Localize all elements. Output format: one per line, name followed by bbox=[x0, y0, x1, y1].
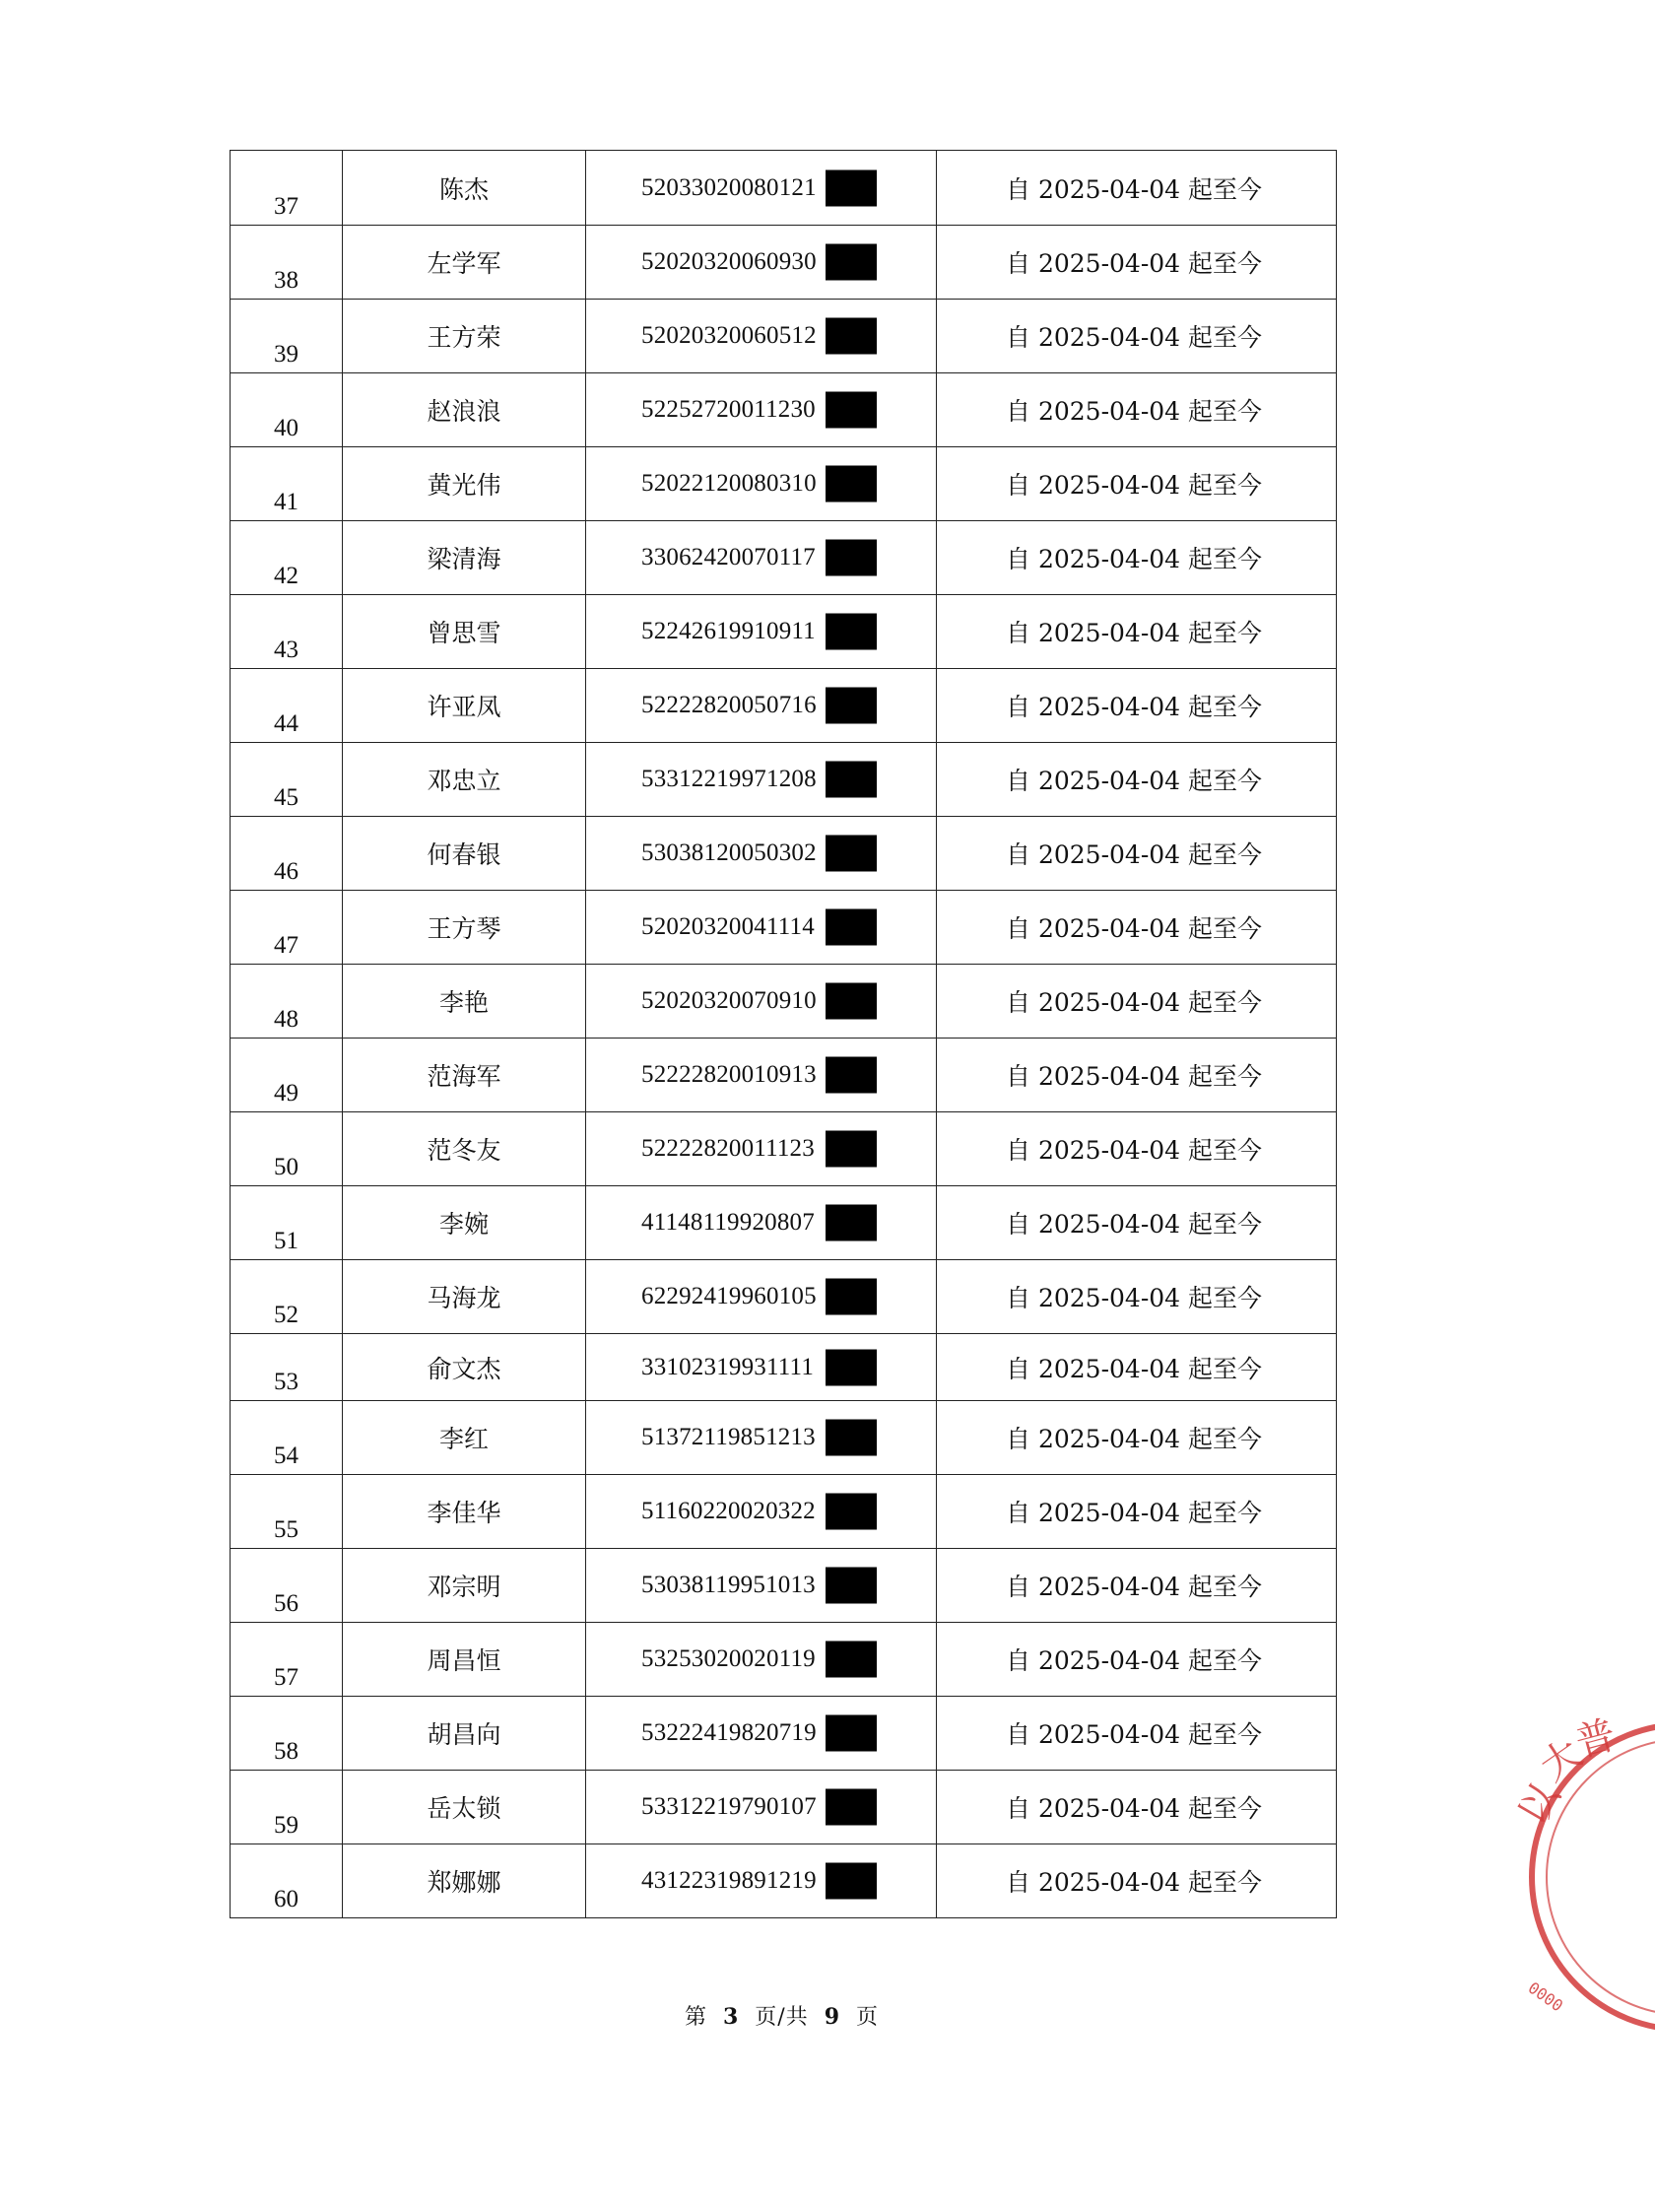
row-number: 56 bbox=[274, 1590, 298, 1617]
table-row bbox=[231, 1186, 1337, 1260]
row-number-cell bbox=[231, 521, 343, 595]
person-name: 李婉 bbox=[343, 1186, 586, 1260]
id-number-cell bbox=[586, 1844, 937, 1918]
id-number: 52222820050716 bbox=[641, 692, 817, 718]
row-number-cell bbox=[231, 817, 343, 891]
redaction-block bbox=[826, 909, 877, 946]
period-text: 自 2025-04-04 起至今 bbox=[1006, 914, 1263, 943]
table-row bbox=[231, 669, 1337, 743]
page-footer bbox=[0, 2000, 1563, 2031]
person-name: 王方荣 bbox=[343, 300, 586, 373]
row-number-cell bbox=[231, 447, 343, 521]
person-name: 赵浪浪 bbox=[343, 373, 586, 447]
person-name: 邓忠立 bbox=[343, 743, 586, 817]
row-number-cell bbox=[231, 1697, 343, 1771]
person-name: 曾思雪 bbox=[343, 595, 586, 669]
row-number-cell bbox=[231, 1623, 343, 1697]
row-number: 46 bbox=[274, 858, 298, 885]
period-text: 自 2025-04-04 起至今 bbox=[1006, 1499, 1263, 1527]
redaction-block bbox=[826, 1789, 877, 1826]
id-number: 53222419820719 bbox=[641, 1719, 817, 1746]
row-number-cell bbox=[231, 965, 343, 1039]
person-name: 许亚凤 bbox=[343, 669, 586, 743]
svg-text:以: 以 bbox=[1509, 1776, 1569, 1833]
period-cell bbox=[937, 373, 1337, 447]
period-text: 自 2025-04-04 起至今 bbox=[1006, 767, 1263, 795]
redaction-block bbox=[826, 1057, 877, 1094]
redaction-block bbox=[826, 688, 877, 724]
id-number: 52022120080310 bbox=[641, 470, 817, 497]
period-cell bbox=[937, 891, 1337, 965]
id-number: 53312219790107 bbox=[641, 1793, 817, 1820]
id-number-cell bbox=[586, 1260, 937, 1334]
table-row bbox=[231, 1112, 1337, 1186]
roster-table bbox=[230, 150, 1337, 1918]
period-cell bbox=[937, 965, 1337, 1039]
person-name: 俞文杰 bbox=[343, 1334, 586, 1401]
person-name: 岳太锁 bbox=[343, 1771, 586, 1844]
redaction-block bbox=[826, 762, 877, 798]
period-text: 自 2025-04-04 起至今 bbox=[1006, 1425, 1263, 1453]
footer-prefix: 第 bbox=[684, 2005, 707, 2030]
period-cell bbox=[937, 1844, 1337, 1918]
id-number-cell bbox=[586, 1549, 937, 1623]
redaction-block bbox=[826, 1863, 877, 1900]
row-number: 38 bbox=[274, 267, 298, 294]
row-number: 40 bbox=[274, 415, 298, 441]
id-number: 52222820010913 bbox=[641, 1061, 817, 1088]
row-number: 50 bbox=[274, 1154, 298, 1180]
id-number-cell bbox=[586, 1771, 937, 1844]
row-number-cell bbox=[231, 1549, 343, 1623]
period-text: 自 2025-04-04 起至今 bbox=[1006, 1868, 1263, 1897]
id-number: 52242619910911 bbox=[641, 618, 816, 644]
id-number: 51372119851213 bbox=[641, 1424, 816, 1450]
period-cell bbox=[937, 817, 1337, 891]
period-cell bbox=[937, 1186, 1337, 1260]
row-number: 53 bbox=[274, 1369, 298, 1395]
table-row bbox=[231, 1475, 1337, 1549]
table-row bbox=[231, 1334, 1337, 1401]
id-number-cell bbox=[586, 1475, 937, 1549]
period-cell bbox=[937, 1771, 1337, 1844]
table-row bbox=[231, 447, 1337, 521]
period-cell bbox=[937, 1623, 1337, 1697]
id-number: 41148119920807 bbox=[641, 1209, 815, 1236]
id-number-cell bbox=[586, 521, 937, 595]
period-cell bbox=[937, 1401, 1337, 1475]
period-text: 自 2025-04-04 起至今 bbox=[1006, 1794, 1263, 1823]
period-cell bbox=[937, 1697, 1337, 1771]
redaction-block bbox=[826, 1420, 877, 1456]
id-number: 52222820011123 bbox=[641, 1135, 815, 1162]
id-number-cell bbox=[586, 151, 937, 226]
row-number-cell bbox=[231, 1844, 343, 1918]
id-number-cell bbox=[586, 1112, 937, 1186]
row-number-cell bbox=[231, 373, 343, 447]
row-number: 47 bbox=[274, 932, 298, 959]
id-number: 53038119951013 bbox=[641, 1572, 816, 1598]
row-number: 41 bbox=[274, 489, 298, 515]
row-number: 58 bbox=[274, 1738, 298, 1765]
row-number: 59 bbox=[274, 1812, 298, 1839]
row-number: 42 bbox=[274, 563, 298, 589]
id-number: 52033020080121 bbox=[641, 173, 817, 201]
person-name: 邓宗明 bbox=[343, 1549, 586, 1623]
table-row bbox=[231, 1771, 1337, 1844]
period-text: 自 2025-04-04 起至今 bbox=[1006, 1720, 1263, 1749]
row-number: 45 bbox=[274, 784, 298, 811]
row-number-cell bbox=[231, 891, 343, 965]
person-name: 郑娜娜 bbox=[343, 1844, 586, 1918]
period-text: 自 2025-04-04 起至今 bbox=[1006, 1573, 1263, 1601]
id-number-cell bbox=[586, 743, 937, 817]
svg-text:普: 普 bbox=[1570, 1711, 1622, 1767]
table-row bbox=[231, 226, 1337, 300]
svg-text:大: 大 bbox=[1532, 1730, 1591, 1791]
person-name: 李艳 bbox=[343, 965, 586, 1039]
id-number: 43122319891219 bbox=[641, 1867, 817, 1894]
period-cell bbox=[937, 595, 1337, 669]
table-row bbox=[231, 373, 1337, 447]
period-cell bbox=[937, 1549, 1337, 1623]
row-number-cell bbox=[231, 300, 343, 373]
person-name: 李佳华 bbox=[343, 1475, 586, 1549]
table-row bbox=[231, 891, 1337, 965]
period-text: 自 2025-04-04 起至今 bbox=[1006, 1136, 1263, 1165]
redaction-block bbox=[826, 1131, 877, 1168]
period-text: 自 2025-04-04 起至今 bbox=[1006, 1284, 1263, 1312]
redaction-block bbox=[826, 1349, 877, 1385]
person-name: 马海龙 bbox=[343, 1260, 586, 1334]
period-cell bbox=[937, 1112, 1337, 1186]
table-row bbox=[231, 965, 1337, 1039]
period-cell bbox=[937, 1475, 1337, 1549]
redaction-block bbox=[826, 1279, 877, 1315]
person-name: 梁清海 bbox=[343, 521, 586, 595]
period-text: 自 2025-04-04 起至今 bbox=[1006, 988, 1263, 1017]
redaction-block bbox=[826, 983, 877, 1020]
redaction-block bbox=[826, 614, 877, 650]
period-cell bbox=[937, 521, 1337, 595]
table-row bbox=[231, 817, 1337, 891]
period-cell bbox=[937, 1334, 1337, 1401]
row-number-cell bbox=[231, 595, 343, 669]
row-number-cell bbox=[231, 743, 343, 817]
row-number-cell bbox=[231, 669, 343, 743]
id-number: 52252720011230 bbox=[641, 396, 816, 423]
id-number-cell bbox=[586, 817, 937, 891]
period-cell bbox=[937, 1039, 1337, 1112]
row-number: 44 bbox=[274, 710, 298, 737]
id-number-cell bbox=[586, 226, 937, 300]
period-text: 自 2025-04-04 起至今 bbox=[1006, 840, 1263, 869]
id-number-cell bbox=[586, 595, 937, 669]
id-number: 33102319931111 bbox=[641, 1353, 815, 1380]
row-number: 43 bbox=[274, 637, 298, 663]
row-number-cell bbox=[231, 151, 343, 226]
period-cell bbox=[937, 151, 1337, 226]
person-name: 周昌恒 bbox=[343, 1623, 586, 1697]
table-row bbox=[231, 1549, 1337, 1623]
row-number-cell bbox=[231, 1475, 343, 1549]
period-text: 自 2025-04-04 起至今 bbox=[1006, 397, 1263, 426]
person-name: 范海军 bbox=[343, 1039, 586, 1112]
row-number: 37 bbox=[274, 193, 298, 220]
table-row bbox=[231, 1844, 1337, 1918]
id-number-cell bbox=[586, 1334, 937, 1401]
row-number: 51 bbox=[274, 1228, 298, 1254]
id-number: 52020320060930 bbox=[641, 248, 817, 275]
table-row bbox=[231, 1697, 1337, 1771]
roster-table-body bbox=[231, 151, 1337, 1918]
redaction-block bbox=[826, 1715, 877, 1752]
id-number-cell bbox=[586, 965, 937, 1039]
official-seal-fragment bbox=[1509, 1709, 1655, 2044]
id-number-cell bbox=[586, 1039, 937, 1112]
person-name: 王方琴 bbox=[343, 891, 586, 965]
row-number-cell bbox=[231, 1186, 343, 1260]
table-row bbox=[231, 1039, 1337, 1112]
period-text: 自 2025-04-04 起至今 bbox=[1006, 1354, 1263, 1383]
period-text: 自 2025-04-04 起至今 bbox=[1006, 1646, 1263, 1675]
redaction-block bbox=[826, 1642, 877, 1678]
id-number: 52020320070910 bbox=[641, 987, 817, 1014]
row-number-cell bbox=[231, 1334, 343, 1401]
id-number-cell bbox=[586, 1401, 937, 1475]
redaction-block bbox=[826, 836, 877, 872]
id-number: 53312219971208 bbox=[641, 766, 817, 792]
period-cell bbox=[937, 1260, 1337, 1334]
person-name: 黄光伟 bbox=[343, 447, 586, 521]
period-cell bbox=[937, 743, 1337, 817]
row-number: 60 bbox=[274, 1886, 298, 1912]
id-number-cell bbox=[586, 669, 937, 743]
id-number: 52020320060512 bbox=[641, 322, 817, 349]
period-text: 自 2025-04-04 起至今 bbox=[1006, 249, 1263, 278]
id-number-cell bbox=[586, 447, 937, 521]
redaction-block bbox=[826, 466, 877, 503]
row-number: 57 bbox=[274, 1664, 298, 1691]
total-page-number: 9 bbox=[824, 2004, 841, 2030]
period-text: 自 2025-04-04 起至今 bbox=[1006, 545, 1263, 573]
period-text: 自 2025-04-04 起至今 bbox=[1006, 323, 1263, 352]
row-number: 55 bbox=[274, 1516, 298, 1543]
row-number-cell bbox=[231, 226, 343, 300]
id-number: 52020320041114 bbox=[641, 913, 815, 940]
id-number-cell bbox=[586, 1623, 937, 1697]
redaction-block bbox=[826, 1568, 877, 1604]
id-number: 53038120050302 bbox=[641, 839, 817, 866]
table-row bbox=[231, 1260, 1337, 1334]
footer-suffix: 页 bbox=[856, 2005, 880, 2030]
person-name: 范冬友 bbox=[343, 1112, 586, 1186]
period-cell bbox=[937, 226, 1337, 300]
row-number-cell bbox=[231, 1260, 343, 1334]
person-name: 何春银 bbox=[343, 817, 586, 891]
table-row bbox=[231, 595, 1337, 669]
period-cell bbox=[937, 669, 1337, 743]
redaction-block bbox=[826, 169, 877, 206]
period-text: 自 2025-04-04 起至今 bbox=[1006, 174, 1263, 204]
redaction-block bbox=[826, 392, 877, 429]
redaction-block bbox=[826, 318, 877, 355]
period-text: 自 2025-04-04 起至今 bbox=[1006, 1210, 1263, 1239]
id-number: 51160220020322 bbox=[641, 1498, 816, 1524]
id-number-cell bbox=[586, 891, 937, 965]
redaction-block bbox=[826, 1494, 877, 1530]
id-number: 62292419960105 bbox=[641, 1283, 817, 1309]
table-row bbox=[231, 521, 1337, 595]
table-row bbox=[231, 1623, 1337, 1697]
current-page-number: 3 bbox=[722, 2004, 740, 2030]
row-number-cell bbox=[231, 1039, 343, 1112]
period-text: 自 2025-04-04 起至今 bbox=[1006, 1062, 1263, 1091]
id-number-cell bbox=[586, 1186, 937, 1260]
period-cell bbox=[937, 300, 1337, 373]
period-cell bbox=[937, 447, 1337, 521]
table-row bbox=[231, 743, 1337, 817]
row-number-cell bbox=[231, 1401, 343, 1475]
redaction-block bbox=[826, 540, 877, 576]
id-number: 33062420070117 bbox=[641, 544, 816, 570]
person-name: 左学军 bbox=[343, 226, 586, 300]
person-name: 胡昌向 bbox=[343, 1697, 586, 1771]
row-number-cell bbox=[231, 1771, 343, 1844]
redaction-block bbox=[826, 244, 877, 281]
table-row bbox=[231, 1401, 1337, 1475]
redaction-block bbox=[826, 1205, 877, 1241]
row-number: 39 bbox=[274, 341, 298, 368]
row-number: 52 bbox=[274, 1302, 298, 1328]
id-number-cell bbox=[586, 1697, 937, 1771]
table-row bbox=[231, 151, 1337, 226]
id-number: 53253020020119 bbox=[641, 1645, 816, 1672]
row-number: 49 bbox=[274, 1080, 298, 1106]
row-number: 48 bbox=[274, 1006, 298, 1033]
id-number-cell bbox=[586, 373, 937, 447]
person-name: 李红 bbox=[343, 1401, 586, 1475]
period-text: 自 2025-04-04 起至今 bbox=[1006, 619, 1263, 647]
svg-text:0000: 0000 bbox=[1524, 1977, 1567, 2016]
footer-middle: 页/共 bbox=[755, 2005, 809, 2030]
id-number-cell bbox=[586, 300, 937, 373]
person-name: 陈杰 bbox=[343, 151, 586, 226]
table-row bbox=[231, 300, 1337, 373]
period-text: 自 2025-04-04 起至今 bbox=[1006, 471, 1263, 500]
row-number-cell bbox=[231, 1112, 343, 1186]
row-number: 54 bbox=[274, 1442, 298, 1469]
period-text: 自 2025-04-04 起至今 bbox=[1006, 693, 1263, 721]
